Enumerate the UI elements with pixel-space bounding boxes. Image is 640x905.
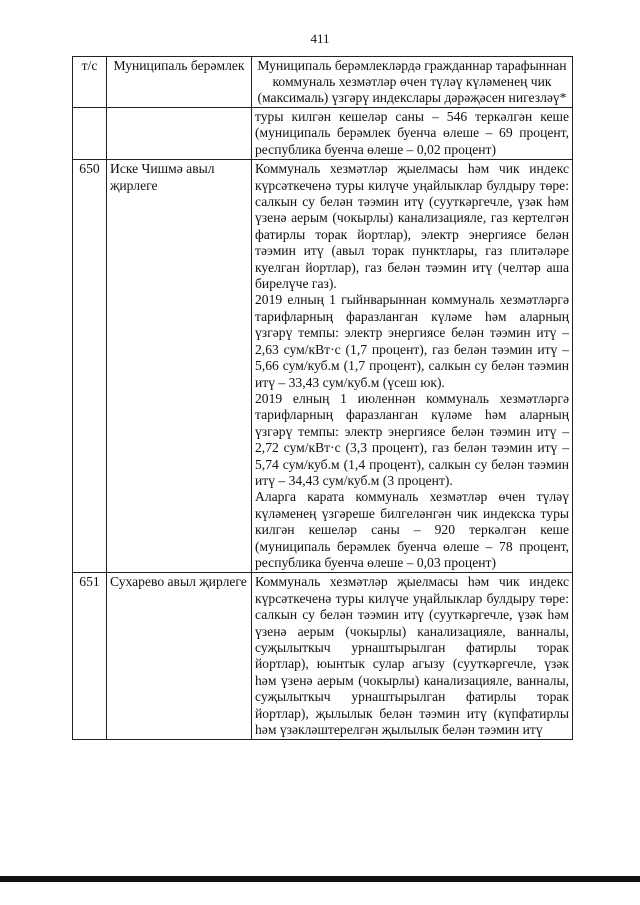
description-paragraph: туры килгән кешеләр саны – 546 теркәлгән кеше (муниципаль берәмлек буенча өлеше – 69 процент, республика буенча өлеше – 0,02 процент) (255, 109, 569, 157)
header-description: Муниципаль берәмлекләрдә гражданнар тарафыннан коммуналь хезмәтләр өчен түләү күләменең чик (максималь) үзгәрү индекслары дәрәҗәсен нигезләү* (252, 57, 573, 108)
index-table (72, 56, 573, 740)
row-description (252, 573, 573, 740)
header-number: т/с (73, 57, 107, 108)
table-row (73, 573, 573, 740)
row-description (252, 108, 573, 160)
table-row (73, 108, 573, 160)
row-description (252, 160, 573, 573)
description-paragraph: 2019 елның 1 гыйнварыннан коммуналь хезмәтләргә тарифларның фаразланган күләме һәм аларның үзгәрү темпы: электр энергиясе белән тәэмин итү – 2,63 сум/кВт·с (1,7 процент), газ белән тәэмин итү – 5,66 сум/куб.м (1,7 процент), салкын су белән тәэмин итү – 33,43 сум/куб.м (үсеш юк). (255, 292, 569, 390)
page-bottom-rule (0, 876, 640, 882)
description-paragraph: Коммуналь хезмәтләр җыелмасы һәм чик индекс күрсәткеченә туры килүче уңайлыклар булдыру төре: салкын су белән тәэмин итү (сууткәргечле, үзәк һәм үзенә аерым (чокырлы) канализацияле, газ кертелгән фатирлы торак йортлар), электр энергиясе белән тәэмин итү (авыл торак пунктлары, газ плитәләре куелган йортлар), газ белән тәэмин итү (челтәр аша бирелүче газ). (255, 161, 569, 292)
table-row (73, 160, 573, 573)
header-municipality: Муниципаль берәмлек (107, 57, 252, 108)
page-number: 411 (310, 31, 330, 46)
row-number (73, 108, 107, 160)
row-number: 651 (73, 573, 107, 740)
description-paragraph: Аларга карата коммуналь хезмәтләр өчен түләү күләменең үзгәреше билгеләнгән чик индекска туры килгән кешеләр саны – 920 теркәлгән кеше (муниципаль берәмлек буенча өлеше – 78 процент, республика буенча өлеше – 0,03 процент) (255, 489, 569, 570)
row-municipality: Иске Чишмә авыл җирлеге (107, 160, 252, 573)
description-paragraph: 2019 елның 1 июленнән коммуналь хезмәтләргә тарифларның фаразланган күләме һәм аларның үзгәрү темпы: электр энергиясе белән тәэмин итү – 2,72 сум/кВт·с (3,3 процент), газ белән тәэмин итү – 5,74 сум/куб.м (1,4 процент), салкын су белән тәэмин итү – 34,43 сум/куб.м (3 процент). (255, 390, 569, 488)
description-paragraph: Коммуналь хезмәтләр җыелмасы һәм чик индекс күрсәткеченә туры килүче уңайлыклар булдыру төре: салкын су белән тәэмин итү (сууткәргечле, үзәк һәм үзенә аерым (чокырлы) канализацияле, ванналы, суҗылыткыч урнаштырылган фатирлы торак йортлар), юынтык сулар агызу (сууткәргечле, үзәк һәм үзенә аерым (чокырлы) канализацияле, ванналы, суҗылыткыч урнаштырылган фатирлы торак йортлар), җылылык белән тәэмин итү (күпфатирлы һәм үзәкләштерелгән җылылык белән тәэмин итү (255, 574, 569, 738)
table-header-row (73, 57, 573, 108)
row-municipality (107, 108, 252, 160)
row-municipality: Сухарево авыл җирлеге (107, 573, 252, 740)
row-number: 650 (73, 160, 107, 573)
